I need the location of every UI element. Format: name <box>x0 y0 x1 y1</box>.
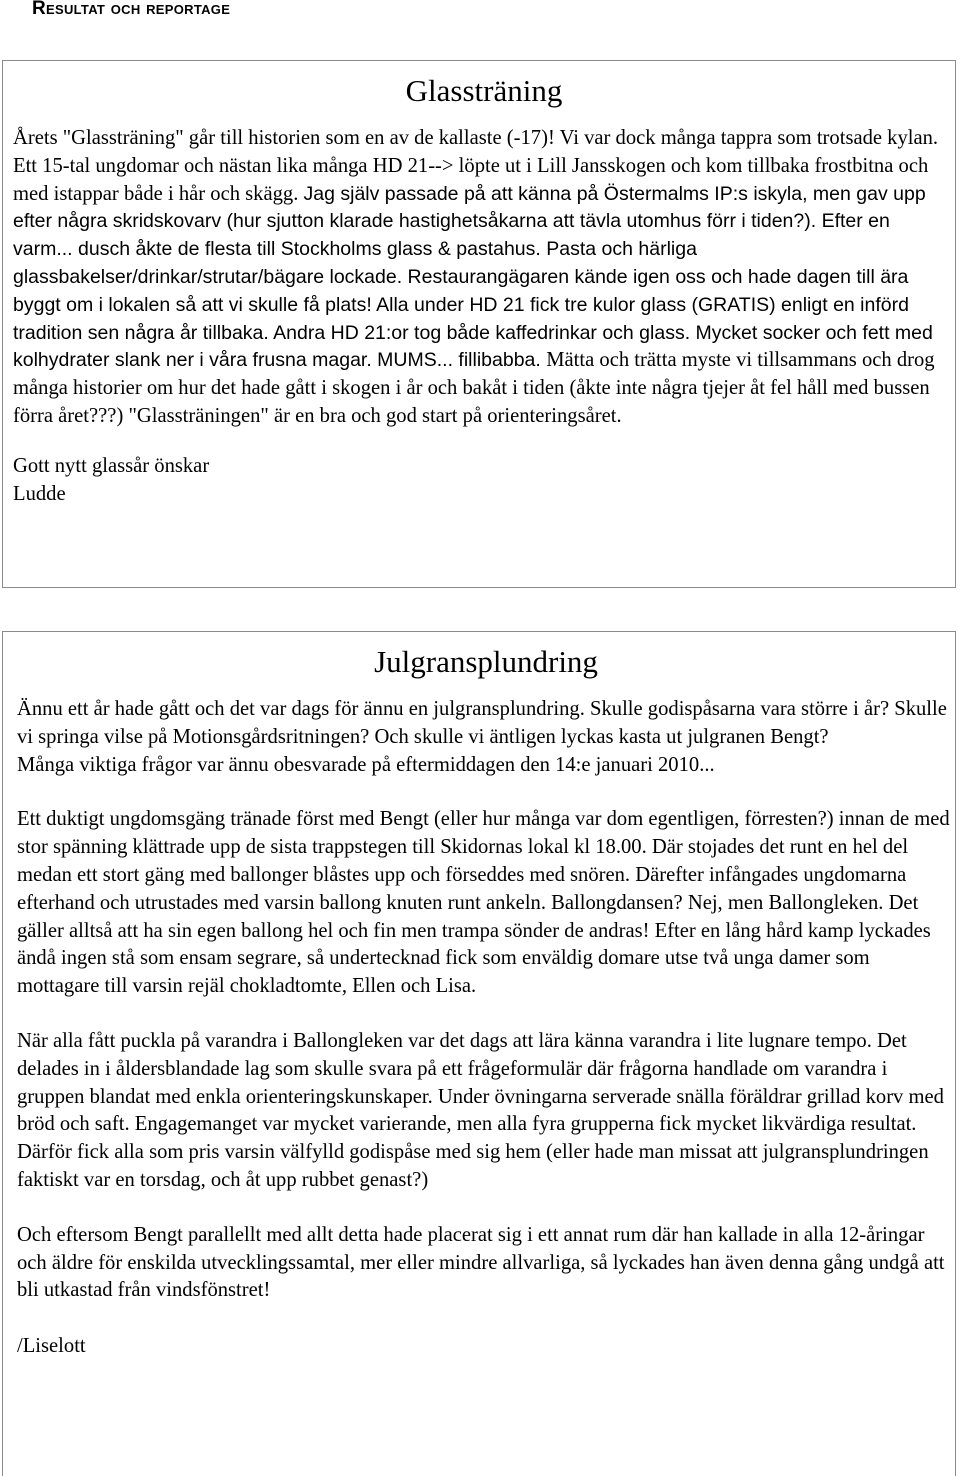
intro-line-1: Ännu ett år hade gått och det var dags för ännu en julgransplundring. Skulle godispåsarna vara större i år? Skulle vi springa vilse på Motionsgårdsritningen? Och skulle vi äntligen lyckas kasta ut julgranen Bengt? <box>17 698 947 748</box>
article-title: Glassträning <box>405 73 563 108</box>
signature-line-1: Gott nytt glassår önskar <box>13 454 210 477</box>
article-intro <box>17 696 955 779</box>
article-body <box>13 125 955 431</box>
article-glasstraning <box>2 60 956 588</box>
article-signature: /Liselott <box>17 1335 86 1358</box>
signature-line-2: Ludde <box>13 482 66 505</box>
article-julgransplundring <box>2 631 956 1476</box>
article-title: Julgransplundring <box>374 644 598 679</box>
article-paragraph-4: Och eftersom Bengt parallellt med allt detta hade placerat sig i ett annat rum där han kallade in alla 12-åringar och äldre för enskilda utvecklingssamtal, mer eller mindre allvarliga, så lyckades han även denna gång undgå att bli utkastad från vindsfönstret! <box>17 1223 945 1302</box>
body-part-3: Mätta och trätta myste vi tillsammans och drog många historier om hur det hade gått i skogen i år och bakåt i tiden (åkte inte några tjejer åt fel håll med bussen förra året???) "Glassträningen" är en bra och god start på orienteringsåret. <box>13 349 935 427</box>
body-part-1: Årets "Glassträning" går till historien som en av de kallaste (-17)! Vi var dock många tappra som trotsade kylan. Ett 15-tal ungdomar och nästan lika många HD 21--> löpte ut i Lill Jansskogen och kom tillbaka frostbitna och med istappar både i hår och skägg. <box>13 127 939 205</box>
article-paragraph-3: När alla fått puckla på varandra i Ballongleken var det dags att lära känna varandra i lite lugnare tempo. Det delades in i åldersblandade lag som skulle svara på ett frågeformulär där frågorna handlade om varandra i gruppen blandat med enkla orienteringskunskaper. Under övningarna serverade snälla föräldrar grillad korv med bröd och saft. Engagemanget var mycket varierande, men alla fyra grupperna fick mycket likvärdiga resultat. Därför fick alla som pris varsin välfylld godispåse med sig hem (eller hade man missat att julgransplundringen faktiskt var en torsdag, och åt upp rubbet genast?) <box>17 1029 944 1191</box>
body-part-2: Jag själv passade på att känna på Östermalms IP:s iskyla, men gav upp efter några skridskovarv (hur sjutton klarade hastighetsåkarna att tävla utomhus förr i tiden?). Efter en varm... dusch åkte de flesta till Stockholms glass & pastahus. Pasta och härliga glassbakelser/drinkar/strutar/bägare lockade. Restaurangägaren kände igen oss och hade dagen till ära byggt om i lokalen så att vi skulle få plats! Alla under HD 21 fick tre kulor glass (GRATIS) enligt en införd tradition sen några år tillbaka. Andra HD 21:or tog både kaffedrinkar och glass. Mycket socker och fett med kolhydrater slank ner i våra frusna magar. MUMS... fillibabba. <box>13 182 933 372</box>
page-heading: Resultat och reportage <box>32 0 231 19</box>
article-paragraph-2: Ett duktigt ungdomsgäng tränade först med Bengt (eller hur många var dom egentligen, förresten?) innan de med stor spänning klättrade upp de sista trappstegen till Skidornas lokal kl 18.00. Där stojades det runt en hel del medan ett stort gäng med ballonger blåstes upp och förseddes med snören. Därefter infångades ungdomarna efterhand och utrustades med varsin ballong knuten runt ankeln. Ballongdansen? Nej, men Ballongleken. Det gäller alltså att ha sin egen ballong hel och fin men trampa sönder de andras! Efter en lång hård kamp lyckades ändå ingen stå som ensam segrare, så undertecknad fick som enväldig domare utse två unga damer som mottagare till varsin rejäl chokladtomte, Ellen och Lisa. <box>17 808 950 998</box>
article-signature <box>13 453 955 509</box>
intro-line-2: Många viktiga frågor var ännu obesvarade på eftermiddagen den 14:e januari 2010... <box>17 753 715 776</box>
